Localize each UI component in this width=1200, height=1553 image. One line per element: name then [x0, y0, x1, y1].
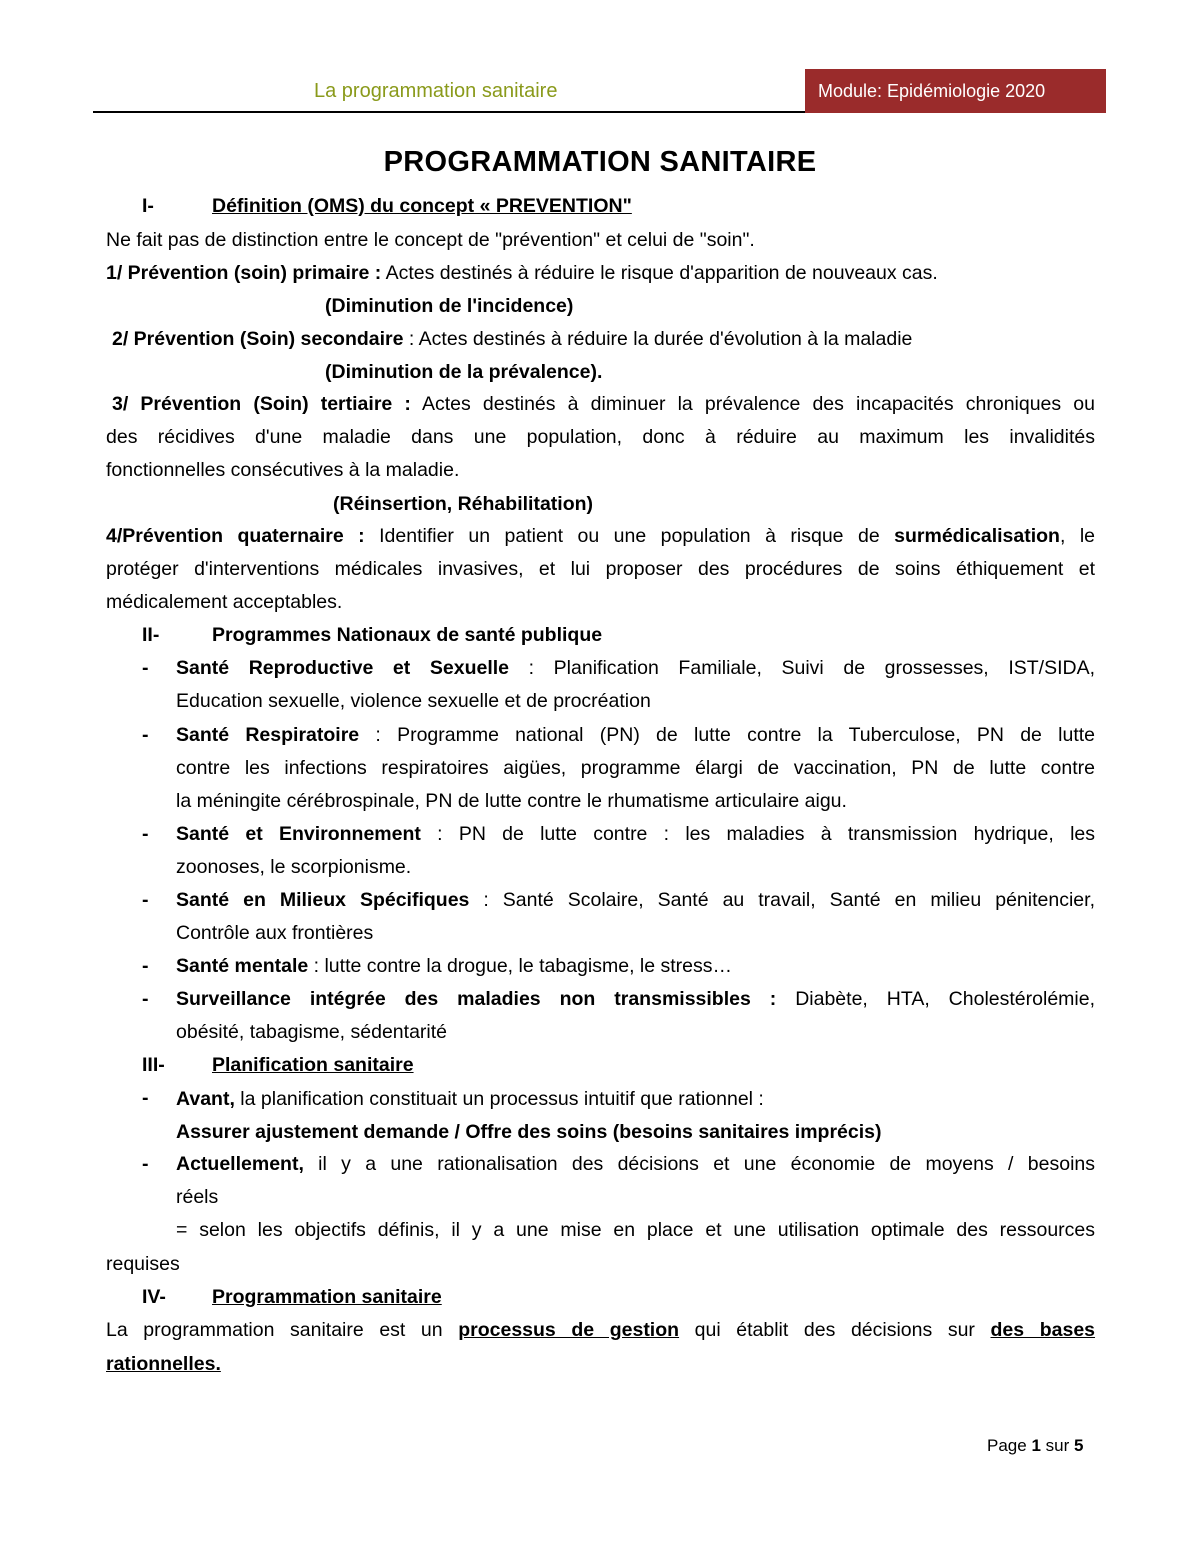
list-item-line-1 — [176, 955, 1095, 978]
list-item-line-1 — [176, 657, 1095, 680]
prevention-primary-note: (Diminution de l'incidence) — [325, 295, 574, 317]
planning-now-text: il y a une rationalisation des décisions et une économie de moyens / besoins — [303, 1153, 1095, 1175]
footer-page-total: 5 — [1073, 1436, 1084, 1455]
list-bullet: - — [142, 657, 149, 679]
list-item-line-2: contre les infections respiratoires aigües, programme élargi de vaccination, PN de lutte contre — [176, 757, 1095, 779]
list-item-line-2: Contrôle aux frontières — [176, 922, 374, 944]
prevention-quaternary-line-1 — [106, 525, 1095, 548]
list-item-line-3: la méningite cérébrospinale, PN de lutte contre le rhumatisme articulaire aigu. — [176, 790, 847, 812]
list-bullet: - — [142, 1153, 149, 1175]
prevention-quaternary-text-1a: Identifier un patient ou une population à risque de — [364, 525, 895, 547]
section-3-number: III- — [142, 1054, 165, 1076]
list-item-text: : PN de lutte contre : les maladies à transmission hydrique, les — [420, 823, 1095, 845]
list-item-label: Santé et Environnement — [176, 823, 421, 845]
planning-now-line-3: = selon les objectifs définis, il y a une mise en place et une utilisation optimale des ressources — [176, 1219, 1095, 1241]
header-module-text: Module: Epidémiologie 2020 — [818, 80, 1046, 101]
prevention-primary-label: 1/ Prévention (soin) primaire : — [106, 262, 382, 284]
planning-before — [176, 1087, 764, 1111]
list-item-label: Santé Respiratoire — [176, 724, 360, 746]
list-bullet: - — [142, 823, 149, 845]
list-bullet: - — [142, 955, 149, 977]
list-bullet: - — [142, 1087, 149, 1109]
programming-definition-line-1 — [106, 1319, 1095, 1342]
header-rule — [93, 111, 805, 113]
section-4-heading: Programmation sanitaire — [212, 1286, 442, 1308]
list-bullet: - — [142, 889, 149, 911]
programming-keyword-process: processus de gestion — [458, 1319, 680, 1341]
planning-before-text: la planification constituait un processus intuitif que rationnel : — [234, 1088, 764, 1110]
page-number-footer — [987, 1436, 1083, 1456]
programming-keyword-bases: des bases — [990, 1319, 1096, 1341]
section-3-heading: Planification sanitaire — [212, 1054, 414, 1076]
header-doc-title: La programmation sanitaire — [314, 80, 558, 102]
prevention-secondary-text: : Actes destinés à réduire la durée d'évolution à la maladie — [403, 328, 913, 350]
footer-page-num: 1 — [1031, 1436, 1041, 1455]
section-4-number: IV- — [142, 1286, 166, 1308]
planning-now-line-2: réels — [176, 1186, 219, 1208]
list-item-line-2: obésité, tabagisme, sédentarité — [176, 1021, 448, 1043]
prevention-quaternary-label: 4/Prévention quaternaire : — [106, 525, 365, 547]
prevention-tertiary-text-1: Actes destinés à diminuer la prévalence des incapacités chroniques ou — [410, 393, 1095, 415]
prevention-quaternary-line-2: protéger d'interventions médicales invasives, et lui proposer des procédures de soins éthiquement et — [106, 558, 1095, 580]
list-item-text: : lutte contre la drogue, le tabagisme, le stress… — [308, 955, 733, 977]
planning-now-line-4: requises — [106, 1253, 180, 1275]
section-1-number: I- — [142, 195, 154, 217]
header-module-badge — [805, 69, 1106, 113]
prevention-primary — [106, 261, 938, 285]
prevention-secondary — [112, 327, 912, 351]
prevention-quaternary-line-3: médicalement acceptables. — [106, 591, 343, 613]
programming-text-1: La programmation sanitaire est un — [106, 1319, 459, 1341]
prevention-tertiary-note: (Réinsertion, Réhabilitation) — [333, 493, 594, 515]
list-item-line-1 — [176, 724, 1095, 747]
list-item-line-2: Education sexuelle, violence sexuelle et de procréation — [176, 690, 651, 712]
list-item-line-2: zoonoses, le scorpionisme. — [176, 856, 412, 878]
prevention-quaternary-keyword: surmédicalisation — [894, 525, 1060, 547]
programming-definition-line-2: rationnelles. — [106, 1353, 221, 1375]
section-1-intro: Ne fait pas de distinction entre le concept de "prévention" et celui de "soin". — [106, 229, 755, 251]
list-item-line-1 — [176, 988, 1095, 1011]
list-item-label: Santé en Milieux Spécifiques — [176, 889, 470, 911]
list-item-text: : Santé Scolaire, Santé au travail, Santé en milieu pénitencier, — [469, 889, 1095, 911]
list-item-line-1 — [176, 823, 1095, 846]
list-item-text: Diabète, HTA, Cholestérolémie, — [776, 988, 1096, 1010]
list-item-text: : Planification Familiale, Suivi de grossesses, IST/SIDA, — [509, 657, 1096, 679]
footer-prefix: Page — [987, 1436, 1032, 1455]
list-item-label: Surveillance intégrée des maladies non transmissibles : — [176, 988, 777, 1010]
footer-mid: sur — [1040, 1436, 1074, 1455]
planning-before-label: Avant, — [176, 1088, 235, 1110]
list-bullet: - — [142, 724, 149, 746]
list-item-label: Santé Reproductive et Sexuelle — [176, 657, 510, 679]
prevention-secondary-note: (Diminution de la prévalence). — [325, 361, 603, 383]
prevention-quaternary-text-1c: , le — [1059, 525, 1096, 547]
section-2-number: II- — [142, 624, 160, 646]
planning-now-label: Actuellement, — [176, 1153, 304, 1175]
prevention-tertiary-line-1 — [112, 393, 1095, 416]
prevention-tertiary-label: 3/ Prévention (Soin) tertiaire : — [112, 393, 411, 415]
planning-now-line-1 — [176, 1153, 1095, 1176]
prevention-tertiary-line-2: des récidives d'une maladie dans une population, donc à réduire au maximum les invalidités — [106, 426, 1095, 448]
prevention-tertiary-line-3: fonctionnelles consécutives à la maladie. — [106, 459, 460, 481]
prevention-secondary-label: 2/ Prévention (Soin) secondaire — [112, 328, 404, 350]
list-item-line-1 — [176, 889, 1095, 912]
list-item-text: : Programme national (PN) de lutte contre la Tuberculose, PN de lutte — [359, 724, 1096, 746]
section-2-heading: Programmes Nationaux de santé publique — [212, 624, 603, 646]
planning-before-bold: Assurer ajustement demande / Offre des soins (besoins sanitaires imprécis) — [176, 1121, 882, 1143]
list-bullet: - — [142, 988, 149, 1010]
list-item-label: Santé mentale — [176, 955, 309, 977]
page-title: PROGRAMMATION SANITAIRE — [383, 146, 817, 178]
prevention-primary-text: Actes destinés à réduire le risque d'apparition de nouveaux cas. — [381, 262, 938, 284]
programming-text-3: qui établit des décisions sur — [679, 1319, 991, 1341]
section-1-heading: Définition (OMS) du concept « PREVENTION" — [212, 195, 632, 217]
